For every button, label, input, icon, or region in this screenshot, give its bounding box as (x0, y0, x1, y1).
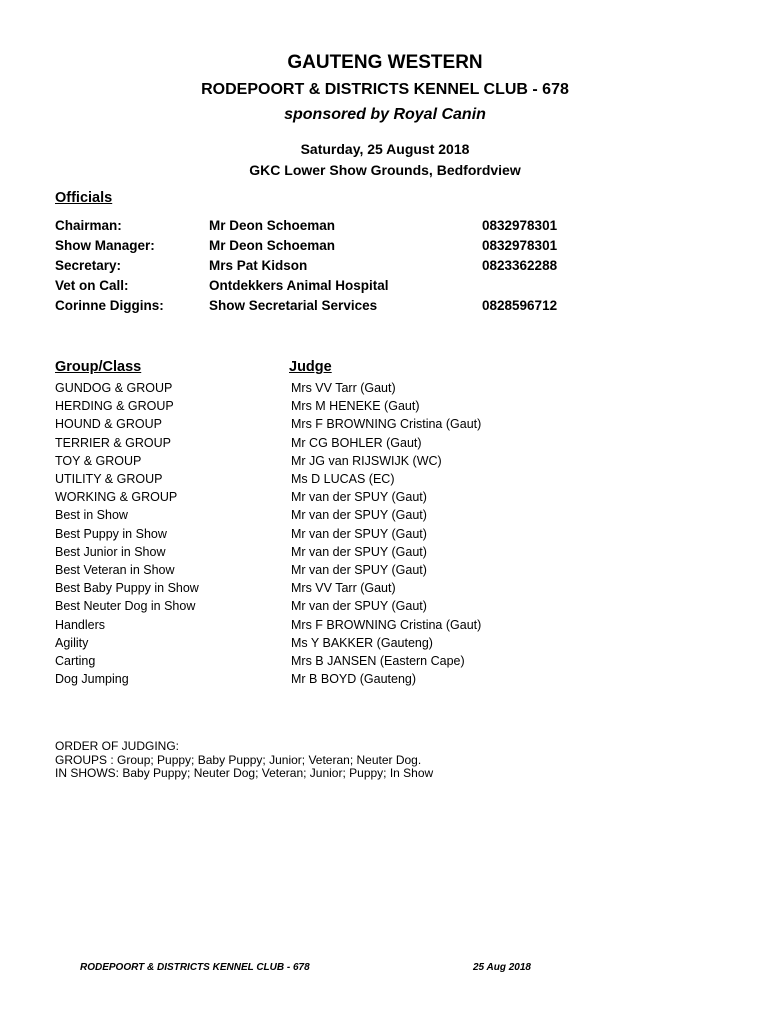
order-shows-line: IN SHOWS: Baby Puppy; Neuter Dog; Veteran; Junior; Puppy; In Show (55, 766, 434, 780)
group-class: Best in Show (55, 508, 128, 523)
footer-club: RODEPOORT & DISTRICTS KENNEL CLUB - 678 (80, 962, 310, 973)
judge-heading: Judge (289, 359, 332, 375)
group-class: HOUND & GROUP (55, 417, 162, 432)
group-class: Dog Jumping (55, 672, 129, 687)
group-class: Carting (55, 654, 96, 668)
group-class: Handlers (55, 617, 106, 632)
judge-name: Mr van der SPUY (Gaut) (291, 526, 427, 541)
official-role: Chairman: (55, 218, 122, 233)
group-class: TOY & GROUP (55, 453, 142, 468)
judge-name: Mr van der SPUY (Gaut) (291, 563, 427, 577)
group-class: Best Baby Puppy in Show (55, 581, 199, 596)
group-class: GUNDOG & GROUP (55, 381, 173, 395)
group-class: HERDING & GROUP (55, 399, 174, 414)
official-name: Mr Deon Schoeman (209, 238, 336, 253)
judge-name: Mr van der SPUY (Gaut) (291, 508, 427, 523)
judge-name: Ms Y BAKKER (Gauteng) (291, 635, 433, 650)
official-name: Show Secretarial Services (209, 298, 378, 313)
official-role: Show Manager: (55, 238, 155, 253)
judge-name: Mr CG BOHLER (Gaut) (291, 435, 422, 450)
group-class: Best Junior in Show (55, 544, 166, 559)
official-role: Corinne Diggins: (55, 298, 164, 313)
order-heading: ORDER OF JUDGING: (55, 739, 180, 753)
official-name: Mr Deon Schoeman (209, 218, 336, 233)
show-venue: GKC Lower Show Grounds, Bedfordview (249, 162, 521, 178)
judge-name: Mrs B JANSEN (Eastern Cape) (291, 654, 465, 668)
judge-name: Mrs M HENEKE (Gaut) (291, 399, 420, 414)
judge-name: Mr van der SPUY (Gaut) (291, 544, 427, 559)
group-class: WORKING & GROUP (55, 490, 178, 505)
judge-name: Mr van der SPUY (Gaut) (291, 490, 427, 505)
group-class: UTILITY & GROUP (55, 472, 163, 486)
judge-name: Mr van der SPUY (Gaut) (291, 599, 427, 614)
official-role: Secretary: (55, 258, 122, 273)
footer-date: 25 Aug 2018 (473, 962, 531, 973)
official-name: Ontdekkers Animal Hospital (209, 278, 389, 293)
club-title: RODEPOORT & DISTRICTS KENNEL CLUB - 678 (201, 81, 569, 98)
group-class: TERRIER & GROUP (55, 435, 171, 450)
sponsor-line: sponsored by Royal Canin (284, 106, 486, 123)
group-class-heading: Group/Class (55, 359, 142, 375)
official-phone: 0828596712 (482, 298, 558, 313)
region-title: GAUTENG WESTERN (287, 52, 483, 73)
group-class: Agility (55, 635, 89, 650)
group-class: Best Neuter Dog in Show (55, 599, 196, 614)
show-date: Saturday, 25 August 2018 (300, 141, 470, 157)
group-class: Best Puppy in Show (55, 526, 167, 541)
judge-name: Mr JG van RIJSWIJK (WC) (291, 453, 442, 468)
order-of-judging (55, 740, 433, 781)
judge-name: Ms D LUCAS (EC) (291, 472, 395, 486)
judge-name: Mrs VV Tarr (Gaut) (291, 581, 396, 596)
official-phone: 0823362288 (482, 258, 558, 273)
order-groups-line: GROUPS : Group; Puppy; Baby Puppy; Junior; Veteran; Neuter Dog. (55, 752, 422, 767)
official-role: Vet on Call: (55, 278, 129, 293)
official-phone: 0832978301 (482, 218, 558, 233)
judge-name: Mrs F BROWNING Cristina (Gaut) (291, 617, 482, 632)
judge-name: Mrs F BROWNING Cristina (Gaut) (291, 417, 482, 432)
official-phone: 0832978301 (482, 238, 558, 253)
official-name: Mrs Pat Kidson (209, 258, 308, 273)
group-class: Best Veteran in Show (55, 563, 175, 577)
judge-name: Mr B BOYD (Gauteng) (291, 672, 417, 687)
judge-name: Mrs VV Tarr (Gaut) (291, 381, 396, 395)
officials-heading: Officials (55, 190, 113, 206)
